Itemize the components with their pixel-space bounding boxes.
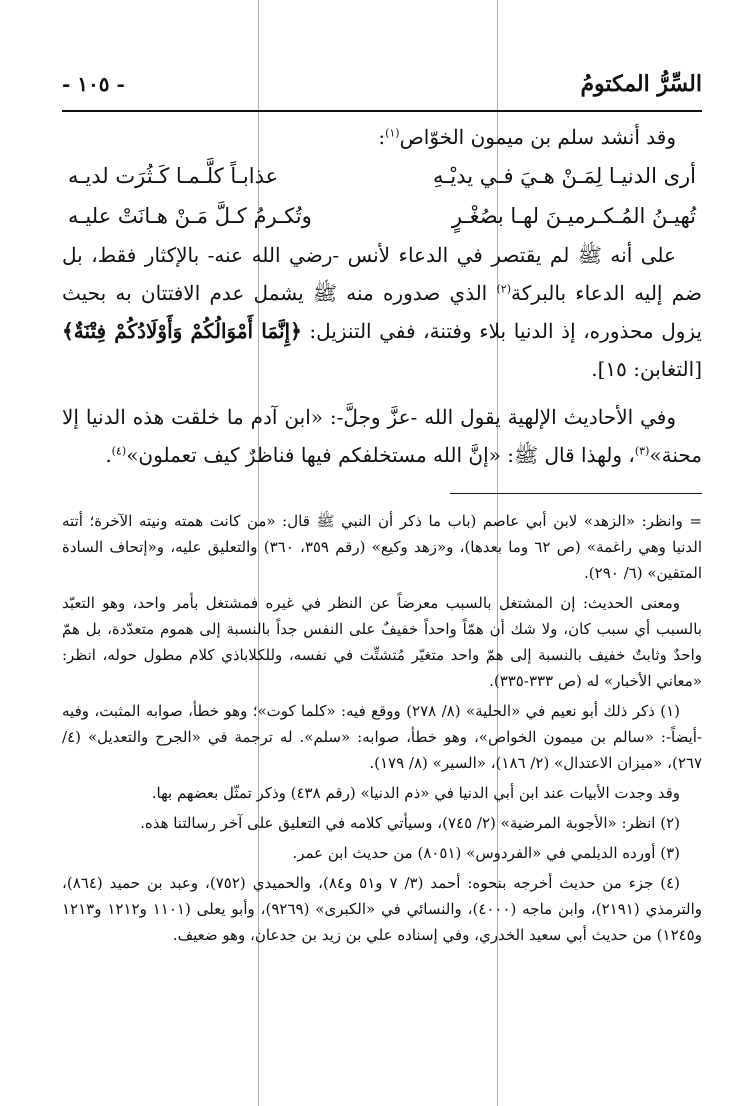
verse-line (62, 156, 702, 196)
footnote: (٤) جزء من حديث أخرجه بنحوه: أحمد (٣/ ٧ و٥١ و٨٤)، والحميدي (٧٥٢)، وعبد بن حميد (٨٦٤)، والترمذي (٢١٩١)، وابن ماجه (٤٠٠٠)، والنسائي في «الكبرى» (٩٢٦٩)، وأبو يعلى (١١٠١ و١٢١٢ و١٢١٣ و١٢٤٥) من حديث أبي سعيد الخدري، وفي إسناده علي بن زيد بن جدعان، وهو ضعيف. (62, 874, 703, 944)
verse-hemistich: تُهيـنُ المُـكـرميـنَ لهـا بصُغْـرٍ (451, 204, 696, 228)
page-number: - ١٠٥ - (62, 72, 125, 96)
running-title: السِّرُّ المكتومُ (580, 71, 702, 97)
footnote: (٣) أورده الديلمي في «الفردوس» (٨٠٥١) من حديث ابن عمر. (292, 844, 680, 862)
main-text (62, 118, 702, 474)
footnote-ref: (٢) (496, 282, 511, 296)
footnote-divider (450, 493, 702, 494)
page-header (62, 58, 702, 112)
quran-verse: ﴿إِنَّمَا أَمْوَالُكُمْ وَأَوْلَادُكُمْ فِتْنَةٌ﴾ (62, 319, 302, 343)
paragraph: وفي الأحاديث الإلهية يقول الله -عزَّ وجلَّ-: «ابن آدم ما خلقت هذه الدنيا إلا محنة»$^{(٣)}$، ولهذا قال ﷺ: «إنَّ الله مستخلفكم فيها فناظرٌ كيف تعملون»$^{(٤)}$. (62, 405, 702, 467)
footnote: (١) ذكر ذلك أبو نعيم في «الحلية» (٨/ ٢٧٨) ووقع فيه: «كلما كوت»؛ وهو خطأ، صوابه المثبت، وفيه -أيضاً-: «سالم بن ميمون الخواص»، وهو خطأ، صوابه: «سلم». له ترجمة في «الجرح والتعديل» (٤/ ٢٦٧)، «ميزان الاعتدال» (٢/ ١٨٦)، «السير» (٨/ ١٧٩). (62, 702, 702, 772)
footnote-ref: (٤) (111, 444, 127, 458)
paragraph: على أنه ﷺ لم يقتصر في الدعاء لأنس -رضي الله عنه- بالإكثار فقط، بل ضم إليه الدعاء بالبركة$^{(٢)}$ الذي صدوره منه ﷺ يشمل عدم الافتتان به بحيث يزول محذوره، إذ الدنيا بلاء وفتنة، ففي التنزيل: ﴿إِنَّمَا أَمْوَالُكُمْ وَأَوْلَادُكُمْ فِتْنَةٌ﴾ [التغابن: ١٥]. (62, 243, 703, 381)
footnote: وقد وجدت الأبيات عند ابن أبي الدنيا في «ذم الدنيا» (رقم ٤٣٨) وذكر تمثّل بعضهم بها. (151, 784, 680, 802)
verse-line (62, 196, 702, 236)
footnotes (62, 508, 702, 952)
footnote-ref: (١) (385, 126, 400, 140)
footnote-continuation: ومعنى الحديث: إن المشتغل بالسبب معرضاً عن النظر في غيره فمشتغل بأمر واحد، وهو التعبّد بالسبب أي سبب كان، ولا شك أن همّاً واحداً خفيفٌ على النفس جداً بالنسبة إلى هموم متعدّدة، بل همّ واحدٌ وثابتٌ خفيف بالنسبة إلى همّ واحد متغيّر مُتشتِّت في نفسه، وللكلاباذي كلام مطول حوله، انظر: «معاني الأخبار» له (ص ٣٣٣-٣٣٥). (62, 594, 702, 690)
footnote: (٢) انظر: «الأجوبة المرضية» (٢/ ٧٤٥)، وسيأتي كلامه في التعليق على آخر رسالتنا هذه. (140, 814, 680, 832)
verse-hemistich: وتُكـرمُ كـلَّ مَـنْ هـانَتْ عليـه (68, 204, 312, 228)
verse-hemistich: عذابـاً كلَّـمـا كَـثُرَت لديـه (68, 164, 279, 188)
verse-hemistich: أرى الدنيـا لِمَـنْ هـيَ فـي يديْـهِ (432, 164, 696, 188)
footnote-ref: (٣) (634, 444, 650, 458)
footnote-continuation: = وانظر: «الزهد» لابن أبي عاصم (باب ما ذكر أن النبي ﷺ قال: «من كانت همته ونيته الآخرة؛ أتته الدنيا وهي راغمة» (ص ٦٢ وما بعدها)، و«زهد وكيع» (رقم ٣٥٩، ٣٦٠) والتعليق عليه، و«إتحاف السادة المتقين» (٦/ ٢٩٠). (62, 512, 703, 582)
intro-line: وقد أنشد سلم بن ميمون الخوّاص$^{(١)}$: (378, 125, 676, 149)
